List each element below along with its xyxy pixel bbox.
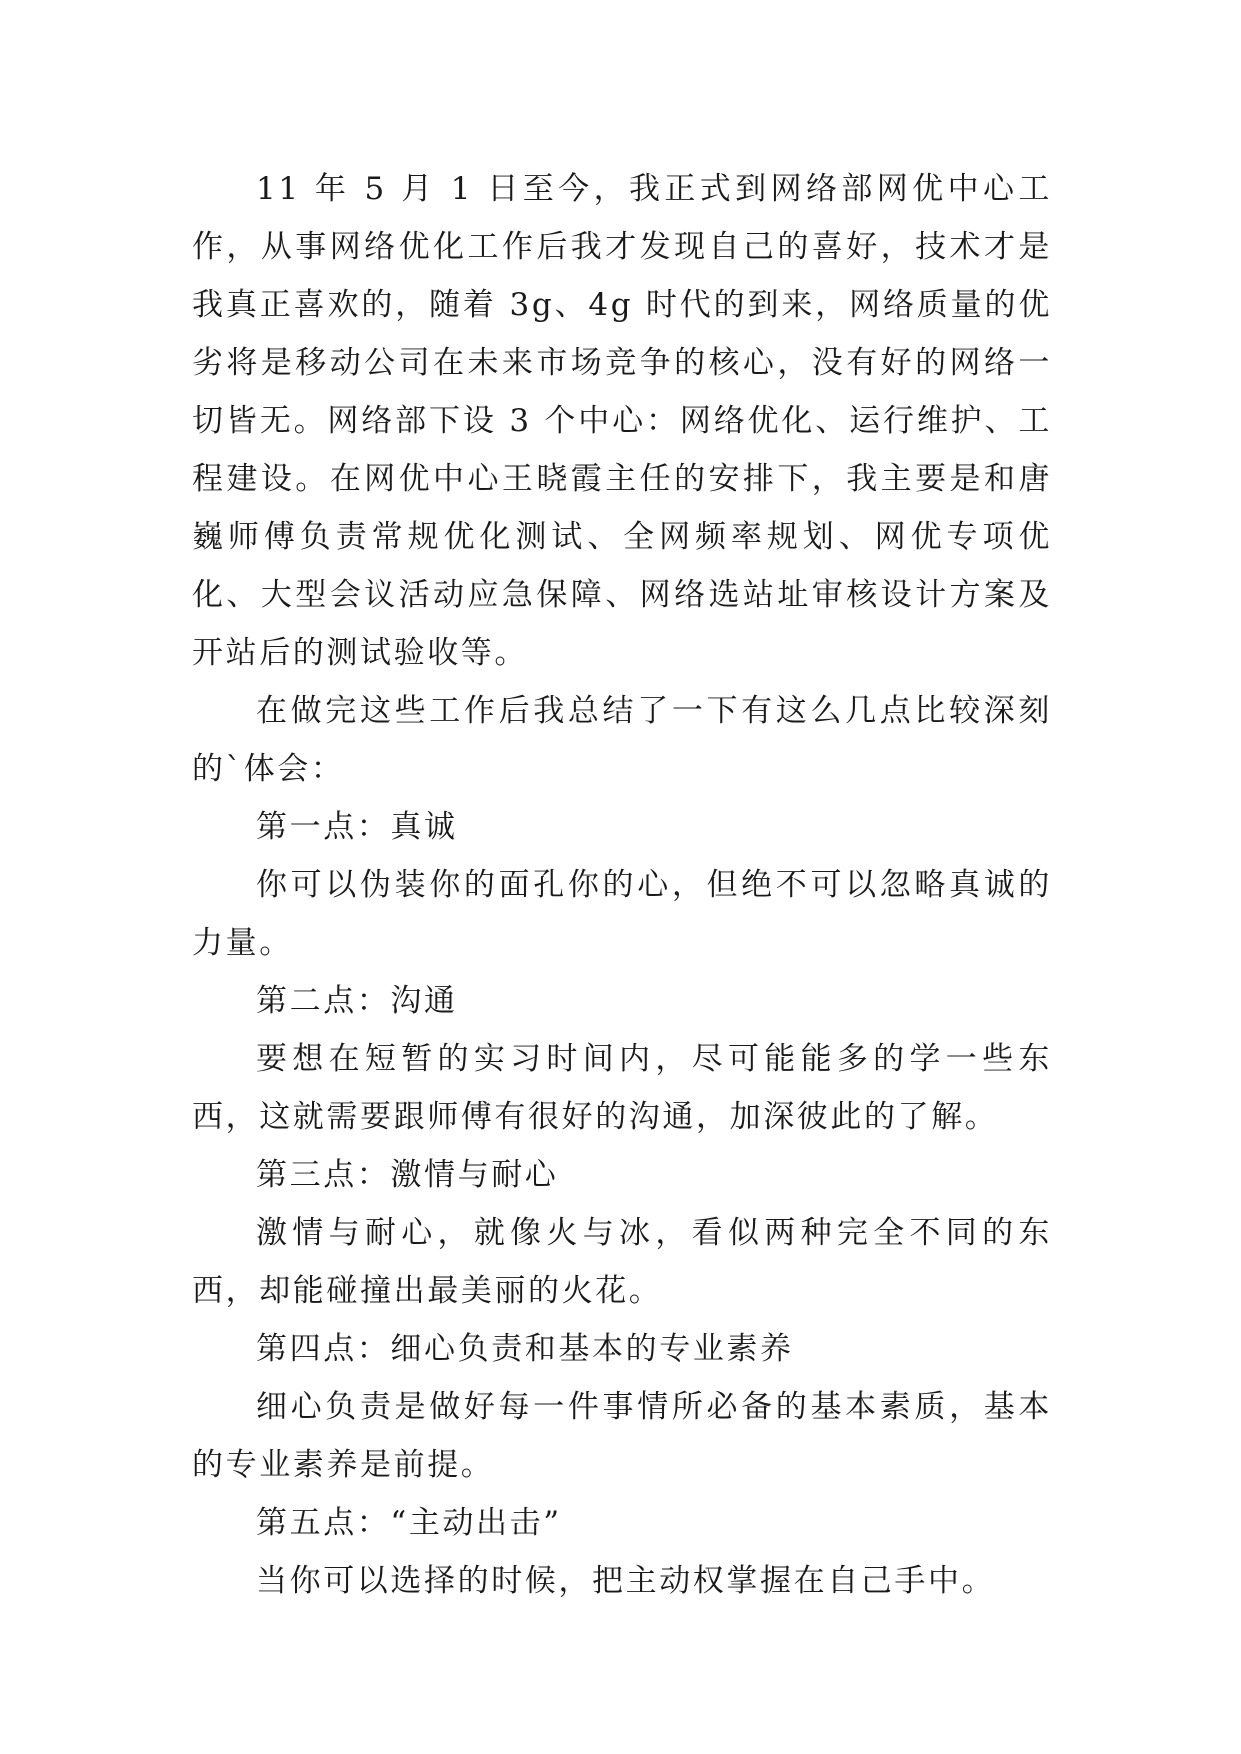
heading-point-5: 第五点：“主动出击” <box>256 1505 562 1541</box>
heading-point-4: 第四点：细心负责和基本的专业素养 <box>256 1331 794 1367</box>
heading-point-2: 第二点：沟通 <box>256 983 458 1019</box>
paragraph-point-1: 你可以伪装你的面孔你的心，但绝不可以忽略真诚的力量。 <box>192 867 1052 961</box>
paragraph-point-4: 细心负责是做好每一件事情所必备的基本素质，基本的专业素养是前提。 <box>192 1389 1052 1483</box>
paragraph-point-3: 激情与耐心，就像火与冰，看似两种完全不同的东西，却能碰撞出最美丽的火花。 <box>192 1215 1052 1309</box>
document-body <box>192 160 1052 1610</box>
paragraph-point-5: 当你可以选择的时候，把主动权掌握在自己手中。 <box>256 1563 996 1599</box>
paragraph-intro: 11 年 5 月 1 日至今，我正式到网络部网优中心工作，从事网络优化工作后我才发现自己的喜好，技术才是我真正喜欢的，随着 3g、4g 时代的到来，网络质量的优劣将是移动公司在未来市场竞争的核心，没有好的网络一切皆无。网络部下设 3 个中心：网络优化、运行维护、工程建设。在网优中心王晓霞主任的安排下，我主要是和唐巍师傅负责常规优化测试、全网频率规划、网优专项优化、大型会议活动应急保障、网络选站址审核设计方案及开站后的测试验收等。 <box>192 171 1052 671</box>
paragraph-point-2: 要想在短暂的实习时间内，尽可能能多的学一些东西，这就需要跟师傅有很好的沟通，加深彼此的了解。 <box>192 1041 1052 1135</box>
paragraph-summary: 在做完这些工作后我总结了一下有这么几点比较深刻的`体会： <box>192 693 1052 787</box>
heading-point-3: 第三点：激情与耐心 <box>256 1157 559 1193</box>
heading-point-1: 第一点：真诚 <box>256 809 458 845</box>
